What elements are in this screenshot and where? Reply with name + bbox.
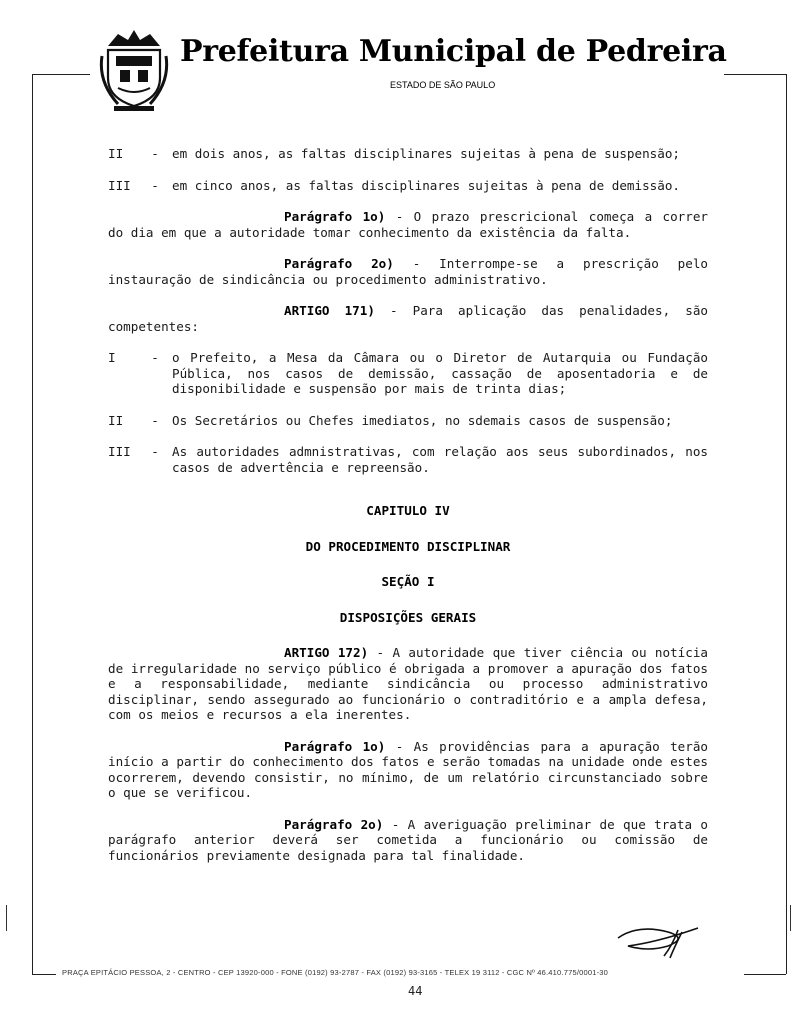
list-item <box>108 178 708 194</box>
item-number: I <box>108 350 116 365</box>
chapter-heading: CAPITULO IV <box>366 503 450 518</box>
paragraph <box>108 209 708 240</box>
section-title: DISPOSIÇÕES GERAIS <box>339 609 477 625</box>
item-text: o Prefeito, a Mesa da Câmara ou o Diretor de Autarquia ou Fundação Pública, nos casos de demissão, cassação de aposentadoria e de disponibilidade e suspensão por mais de trinta dias; <box>172 350 708 396</box>
state-subtitle: ESTADO DE SÃO PAULO <box>390 80 496 90</box>
paragraph-lead: Parágrafo 1o) <box>284 209 386 224</box>
item-number: II <box>108 412 124 428</box>
paragraph-lead: Parágrafo 2o) <box>284 816 384 832</box>
article-lead: ARTIGO 171) <box>284 303 375 318</box>
item-text: As autoridades admnistrativas, com relação aos seus subordinados, nos casos de advertência e repreensão. <box>172 444 708 475</box>
paragraph-text: - Interrompe-se a prescrição pelo instauração de sindicância ou procedimento administrativo. <box>108 256 708 287</box>
item-number: III <box>108 177 131 193</box>
paragraph <box>108 256 708 287</box>
paragraph <box>108 817 708 864</box>
page-number: 44 <box>408 984 423 998</box>
margin-mark <box>790 905 791 931</box>
paragraph-text: - A averiguação preliminar de que trata o parágrafo anterior deverá ser cometida a funcionário ou comissão de funcionários previamente designada para tal finalidade. <box>108 816 708 863</box>
page-title: Prefeitura Municipal de Pedreira <box>180 34 727 69</box>
municipal-coat-of-arms-icon <box>98 26 170 112</box>
frame-line <box>744 974 786 975</box>
item-number: II <box>108 146 124 161</box>
list-item <box>108 444 708 475</box>
frame-line <box>32 74 33 974</box>
handwritten-signature-icon <box>608 920 708 960</box>
item-text: em cinco anos, as faltas disciplinares sujeitas à pena de demissão. <box>172 177 680 193</box>
article-text: - A autoridade que tiver ciência ou notícia de irregularidade no serviço público é obrigada a promover a apuração dos fatos e a responsabilidade, mediante sindicância ou processo administrativo disciplinar, sendo assegurado ao funcionário o contraditório e a ampla defesa, com os meios e recursos a ela inerentes. <box>108 645 708 722</box>
article <box>108 303 708 334</box>
paragraph-text: - O prazo prescricional começa a correr do dia em que a autoridade tomar conhecimento da existência da falta. <box>108 209 708 240</box>
paragraph-lead: Parágrafo 1o) <box>284 738 386 754</box>
document-body <box>108 146 708 879</box>
item-text: Os Secretários ou Chefes imediatos, no sdemais casos de suspensão; <box>172 412 673 428</box>
item-dash: - <box>151 146 159 161</box>
item-number: III <box>108 444 131 459</box>
list-item <box>108 413 708 429</box>
item-dash: - <box>151 412 159 428</box>
section-heading: SEÇÃO I <box>381 574 435 589</box>
frame-line <box>786 74 787 974</box>
frame-line <box>32 74 90 75</box>
list-item <box>108 350 708 397</box>
footer-address: PRAÇA EPITÁCIO PESSOA, 2 - CENTRO - CEP 13920-000 - FONE (0192) 93-2787 - FAX (0192) 93-3165 - TELEX 19 3112 - CGC Nº 46.410.775/0001-30 <box>62 968 609 977</box>
paragraph <box>108 739 708 801</box>
article <box>108 645 708 723</box>
article-lead: ARTIGO 172) <box>284 645 369 660</box>
chapter-title: DO PROCEDIMENTO DISCIPLINAR <box>305 538 511 554</box>
frame-line <box>724 74 786 75</box>
item-dash: - <box>151 444 159 459</box>
frame-line <box>32 974 56 975</box>
paragraph-text: - As providências para a apuração terão início a partir do conhecimento dos fatos e serão tomadas na unidade onde estes ocorrerem, devendo consistir, no mínimo, de um relatório circunstanciado sobre o que se verificou. <box>108 738 708 800</box>
paragraph-lead: Parágrafo 2o) <box>284 256 394 271</box>
item-dash: - <box>151 177 159 193</box>
list-item <box>108 146 708 162</box>
item-dash: - <box>151 350 159 365</box>
article-text: - Para aplicação das penalidades, são competentes: <box>108 303 708 334</box>
margin-mark <box>6 905 7 931</box>
item-text: em dois anos, as faltas disciplinares sujeitas à pena de suspensão; <box>172 146 680 161</box>
